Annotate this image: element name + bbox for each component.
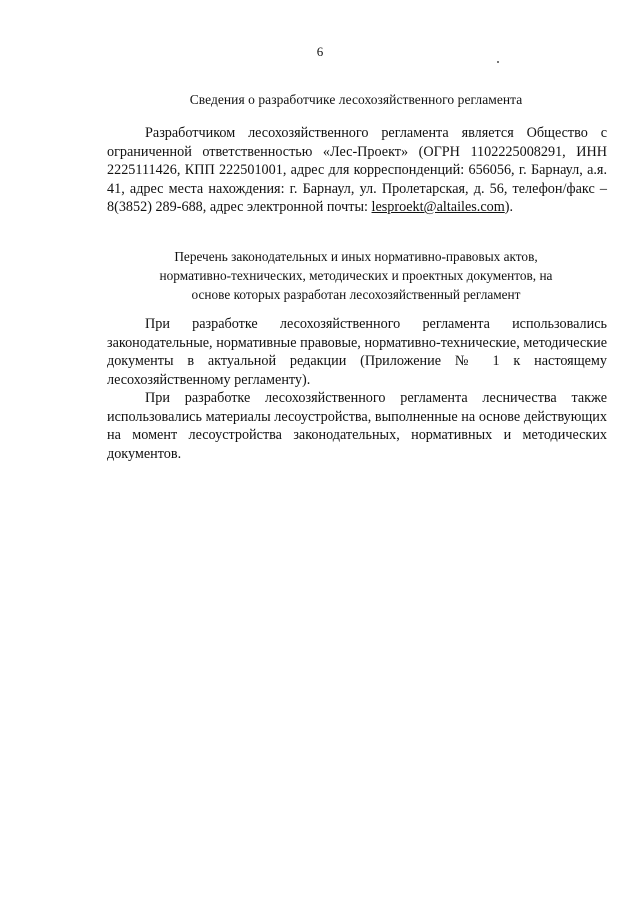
developer-paragraph-end: ). bbox=[504, 199, 514, 215]
developer-paragraph bbox=[107, 124, 607, 217]
documents-title-line-1: Перечень законодательных и иных нормативно-правовых актов, bbox=[174, 249, 538, 264]
documents-paragraph-2: При разработке лесохозяйственного регламента лесничества также использовались материалы лесоустройства, выполненные на основе действующих на момент лесоустройства законодательных, нормативных и методических документов. bbox=[107, 390, 607, 462]
developer-paragraph-block bbox=[107, 124, 607, 217]
documents-section-title bbox=[0, 247, 640, 304]
developer-paragraph-text: Разработчиком лесохозяйственного регламента является Общество с ограниченной ответственностью «Лес-Проект» (ОГРН 1102225008291, ИНН 2225111426, КПП 222501001, адрес для корреспонденций: 656056, г. Барнаул, а.я. 41, адрес места нахождения: г. Барнаул, ул. Пролетарская, д. 56, телефон/факс – 8(3852) 289-688, адрес электронной почты: bbox=[107, 125, 607, 215]
page-number: 6 bbox=[316, 44, 324, 59]
email-link[interactable]: lesproekt@altailes.com bbox=[371, 199, 505, 215]
scan-speck bbox=[497, 61, 499, 63]
documents-paragraphs-block bbox=[107, 315, 607, 463]
documents-paragraph-1: При разработке лесохозяйственного регламента использовались законодательные, нормативные правовые, нормативно-технические, методические документы в актуальной редакции (Приложение № 1 к настоящему лесохозяйственному регламенту). bbox=[107, 316, 607, 388]
documents-title-line-3: основе которых разработан лесохозяйственный регламент bbox=[191, 287, 521, 302]
developer-section-title: Сведения о разработчике лесохозяйственного регламента bbox=[189, 92, 523, 107]
documents-title-line-2: нормативно-технических, методических и проектных документов, на bbox=[159, 268, 553, 283]
